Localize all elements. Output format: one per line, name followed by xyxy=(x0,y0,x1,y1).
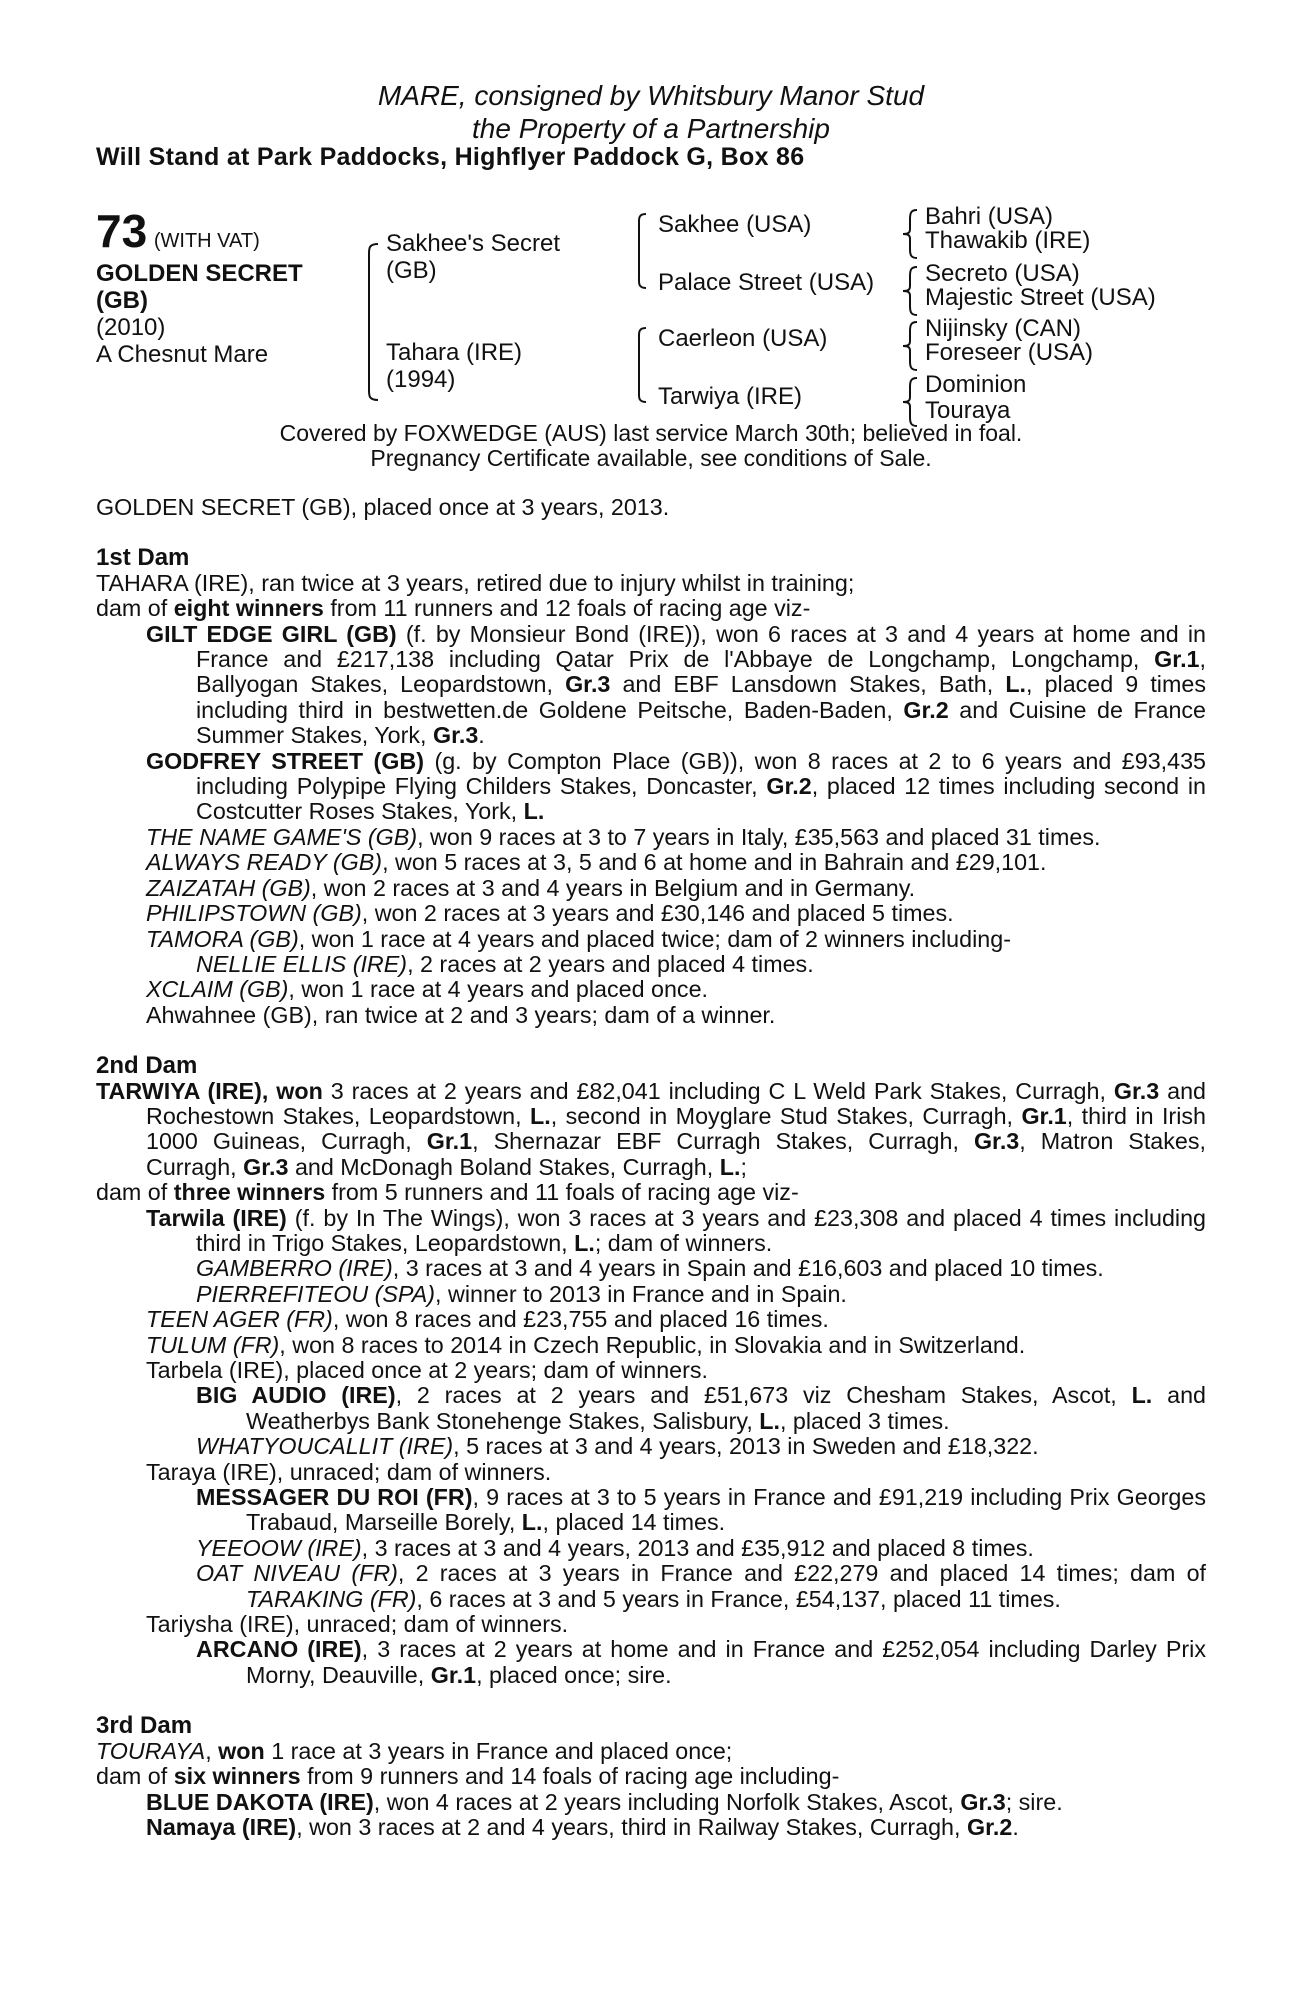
property-line: the Property of a Partnership xyxy=(472,113,830,144)
produce-godfrey-street: GODFREY STREET (GB) (g. by Compton Place (GB)), won 8 races at 2 to 6 years and £93,435 including Polypipe Flying Childers Stakes, Doncaster, Gr.2, placed 12 times including second in Costcutter Roses Stakes, York, L. xyxy=(146,747,1206,825)
foaling-year: (2010) xyxy=(96,314,166,341)
second-dam-heading: 2nd Dam xyxy=(96,1052,198,1080)
dam-dam: Tarwiya (IRE) xyxy=(658,383,803,410)
dam-year: (1994) xyxy=(386,366,456,393)
produce-the-name-games: THE NAME GAME'S (GB), won 9 races at 3 to 7 years in Italy, £35,563 and placed 31 times. xyxy=(146,823,1101,850)
second-dam-produce-record: dam of three winners from 5 runners and 11 foals of racing age viz- xyxy=(96,1179,799,1206)
brace-3 xyxy=(899,321,919,371)
first-dam-line: TAHARA (IRE), ran twice at 3 years, retired due to injury whilst in training; xyxy=(96,569,855,596)
produce-xclaim: XCLAIM (GB), won 1 race at 4 years and placed once. xyxy=(146,976,708,1003)
sire-sire: Sakhee (USA) xyxy=(658,211,812,238)
produce-gilt-edge-girl: GILT EDGE GIRL (GB) (f. by Monsieur Bond (IRE)), won 6 races at 3 and 4 years at home and in France and £217,138 including Qatar Prix de l'Abbaye de Longchamp, Longchamp, Gr.1, Ballyogan Stakes, Leopardstown, Gr.3 and EBF Lansdown Stakes, Bath, L., placed 9 times including third in bestwetten.de Goldene Peitsche, Baden-Baden, Gr.2 and Cuisine de France Summer Stakes, York, Gr.3. xyxy=(146,620,1207,749)
third-dam-record: TOURAYA, won 1 race at 3 years in France and placed once; xyxy=(96,1737,733,1764)
sire-suffix: (GB) xyxy=(386,257,437,284)
produce-philipstown: PHILIPSTOWN (GB), won 2 races at 3 years and £30,146 and placed 5 times. xyxy=(146,900,954,927)
produce-messager-du-roi: MESSAGER DU ROI (FR), 9 races at 3 to 5 years in France and £91,219 including Prix Georges Trabaud, Marseille Borely, L., placed 14 times. xyxy=(196,1484,1206,1536)
produce-tarwila: Tarwila (IRE) (f. by In The Wings), won 3 races at 3 years and £23,308 and placed 4 times including third in Trigo Stakes, Leopardstown, L.; dam of winners. xyxy=(146,1204,1207,1256)
pedigree-block xyxy=(96,205,1206,425)
pedigree-bracket-sire xyxy=(635,213,647,289)
dam-name: Tahara (IRE) xyxy=(386,339,523,366)
dam-sire: Caerleon (USA) xyxy=(658,325,828,352)
ancestor-3: Secreto (USA) xyxy=(925,260,1080,287)
vat-note: (WITH VAT) xyxy=(153,230,260,252)
produce-ahwahnee: Ahwahnee (GB), ran twice at 2 and 3 years; dam of a winner. xyxy=(146,1001,776,1028)
ancestor-7: Dominion xyxy=(925,371,1027,398)
produce-zaizatah: ZAIZATAH (GB), won 2 races at 3 and 4 years in Belgium and in Germany. xyxy=(146,874,916,901)
ancestor-4: Majestic Street (USA) xyxy=(925,284,1156,311)
produce-always-ready: ALWAYS READY (GB), won 5 races at 3, 5 and 6 at home and in Bahrain and £29,101. xyxy=(146,849,1047,876)
produce-tamora: TAMORA (GB), won 1 race at 4 years and placed twice; dam of 2 winners including- xyxy=(146,925,1011,952)
brace-1 xyxy=(899,209,919,259)
ancestor-6: Foreseer (USA) xyxy=(925,339,1094,366)
produce-namaya: Namaya (IRE), won 3 races at 2 and 4 years, third in Railway Stakes, Curragh, Gr.2. xyxy=(146,1813,1019,1840)
produce-big-audio: BIG AUDIO (IRE), 2 races at 2 years and £51,673 viz Chesham Stakes, Ascot, L. and Weatherbys Bank Stonehenge Stakes, Salisbury, L., placed 3 times. xyxy=(196,1382,1206,1434)
ancestor-1: Bahri (USA) xyxy=(925,203,1054,230)
produce-teen-ager: TEEN AGER (FR), won 8 races and £23,755 and placed 16 times. xyxy=(146,1306,829,1333)
horse-country: (GB) xyxy=(96,287,148,314)
consignor-line: MARE, consigned by Whitsbury Manor Stud xyxy=(377,80,925,111)
third-dam-heading: 3rd Dam xyxy=(96,1712,193,1740)
produce-tariysha: Tariysha (IRE), unraced; dam of winners. xyxy=(146,1611,569,1638)
second-dam-record: TARWIYA (IRE), won 3 races at 2 years and £82,041 including C L Weld Park Stakes, Curragh, Gr.3 and Rochestown Stakes, Leopardstown, L., second in Moyglare Stud Stakes, Curragh, Gr.1, third in Irish 1000 Guineas, Curragh, Gr.1, Shernazar EBF Curragh Stakes, Curragh, Gr.3, Matron Stakes, Curragh, Gr.3 and McDonagh Boland Stakes, Curragh, L.; xyxy=(96,1077,1207,1180)
lot-number-line xyxy=(96,205,260,257)
produce-blue-dakota: BLUE DAKOTA (IRE), won 4 races at 2 years including Norfolk Stakes, Ascot, Gr.3; sire. xyxy=(146,1788,1063,1815)
produce-yeeoow: YEEOOW (IRE), 3 races at 3 and 4 years, 2013 and £35,912 and placed 8 times. xyxy=(196,1534,1034,1561)
produce-whatyoucallit: WHATYOUCALLIT (IRE), 5 races at 3 and 4 years, 2013 in Sweden and £18,322. xyxy=(196,1433,1039,1460)
produce-nellie-ellis: NELLIE ELLIS (IRE), 2 races at 2 years and placed 4 times. xyxy=(196,950,814,977)
horse-name: GOLDEN SECRET xyxy=(96,260,303,287)
catalogue-body xyxy=(96,495,1206,1840)
ancestor-8: Touraya xyxy=(925,397,1011,424)
first-dam-heading: 1st Dam xyxy=(96,544,190,572)
produce-tulum: TULUM (FR), won 8 races to 2014 in Czech Republic, in Slovakia and in Switzerland. xyxy=(146,1331,1026,1358)
sire-name: Sakhee's Secret xyxy=(386,230,561,257)
pedigree-bracket-dam xyxy=(635,327,647,403)
sire-dam: Palace Street (USA) xyxy=(658,269,875,296)
produce-oat-niveau: OAT NIVEAU (FR), 2 races at 3 years in France and £22,279 and placed 14 times; dam of TARAKING (FR), 6 races at 3 and 5 years in France, £54,137, placed 11 times. xyxy=(196,1560,1206,1612)
race-summary: GOLDEN SECRET (GB), placed once at 3 years, 2013. xyxy=(96,494,670,520)
horse-description: A Chesnut Mare xyxy=(96,341,269,368)
third-dam-produce-record: dam of six winners from 9 runners and 14 foals of racing age including- xyxy=(96,1763,840,1790)
produce-pierrefiteou: PIERREFITEOU (SPA), winner to 2013 in France and in Spain. xyxy=(196,1280,847,1307)
first-dam-record: dam of eight winners from 11 runners and 12 foals of racing age viz- xyxy=(96,595,811,622)
brace-2 xyxy=(899,266,919,316)
covering-line: Covered by FOXWEDGE (AUS) last service March 30th; believed in foal. xyxy=(279,420,1023,446)
produce-arcano: ARCANO (IRE), 3 races at 2 years at home and in France and £252,054 including Darley Prix Morny, Deauville, Gr.1, placed once; sire. xyxy=(196,1636,1206,1688)
produce-taraya: Taraya (IRE), unraced; dam of winners. xyxy=(146,1458,552,1485)
stabling-line: Will Stand at Park Paddocks, Highflyer Paddock G, Box 86 xyxy=(96,143,805,171)
produce-gamberro: GAMBERRO (IRE), 3 races at 3 and 4 years in Spain and £16,603 and placed 10 times. xyxy=(196,1255,1104,1282)
ancestor-5: Nijinsky (CAN) xyxy=(925,315,1081,342)
ancestor-2: Thawakib (IRE) xyxy=(925,227,1091,254)
pedigree-bracket-main xyxy=(364,243,380,401)
certificate-line: Pregnancy Certificate available, see conditions of Sale. xyxy=(370,445,932,471)
produce-tarbela: Tarbela (IRE), placed once at 2 years; dam of winners. xyxy=(146,1357,708,1383)
lot-number: 73 xyxy=(96,205,148,257)
covering-note xyxy=(96,421,1206,471)
